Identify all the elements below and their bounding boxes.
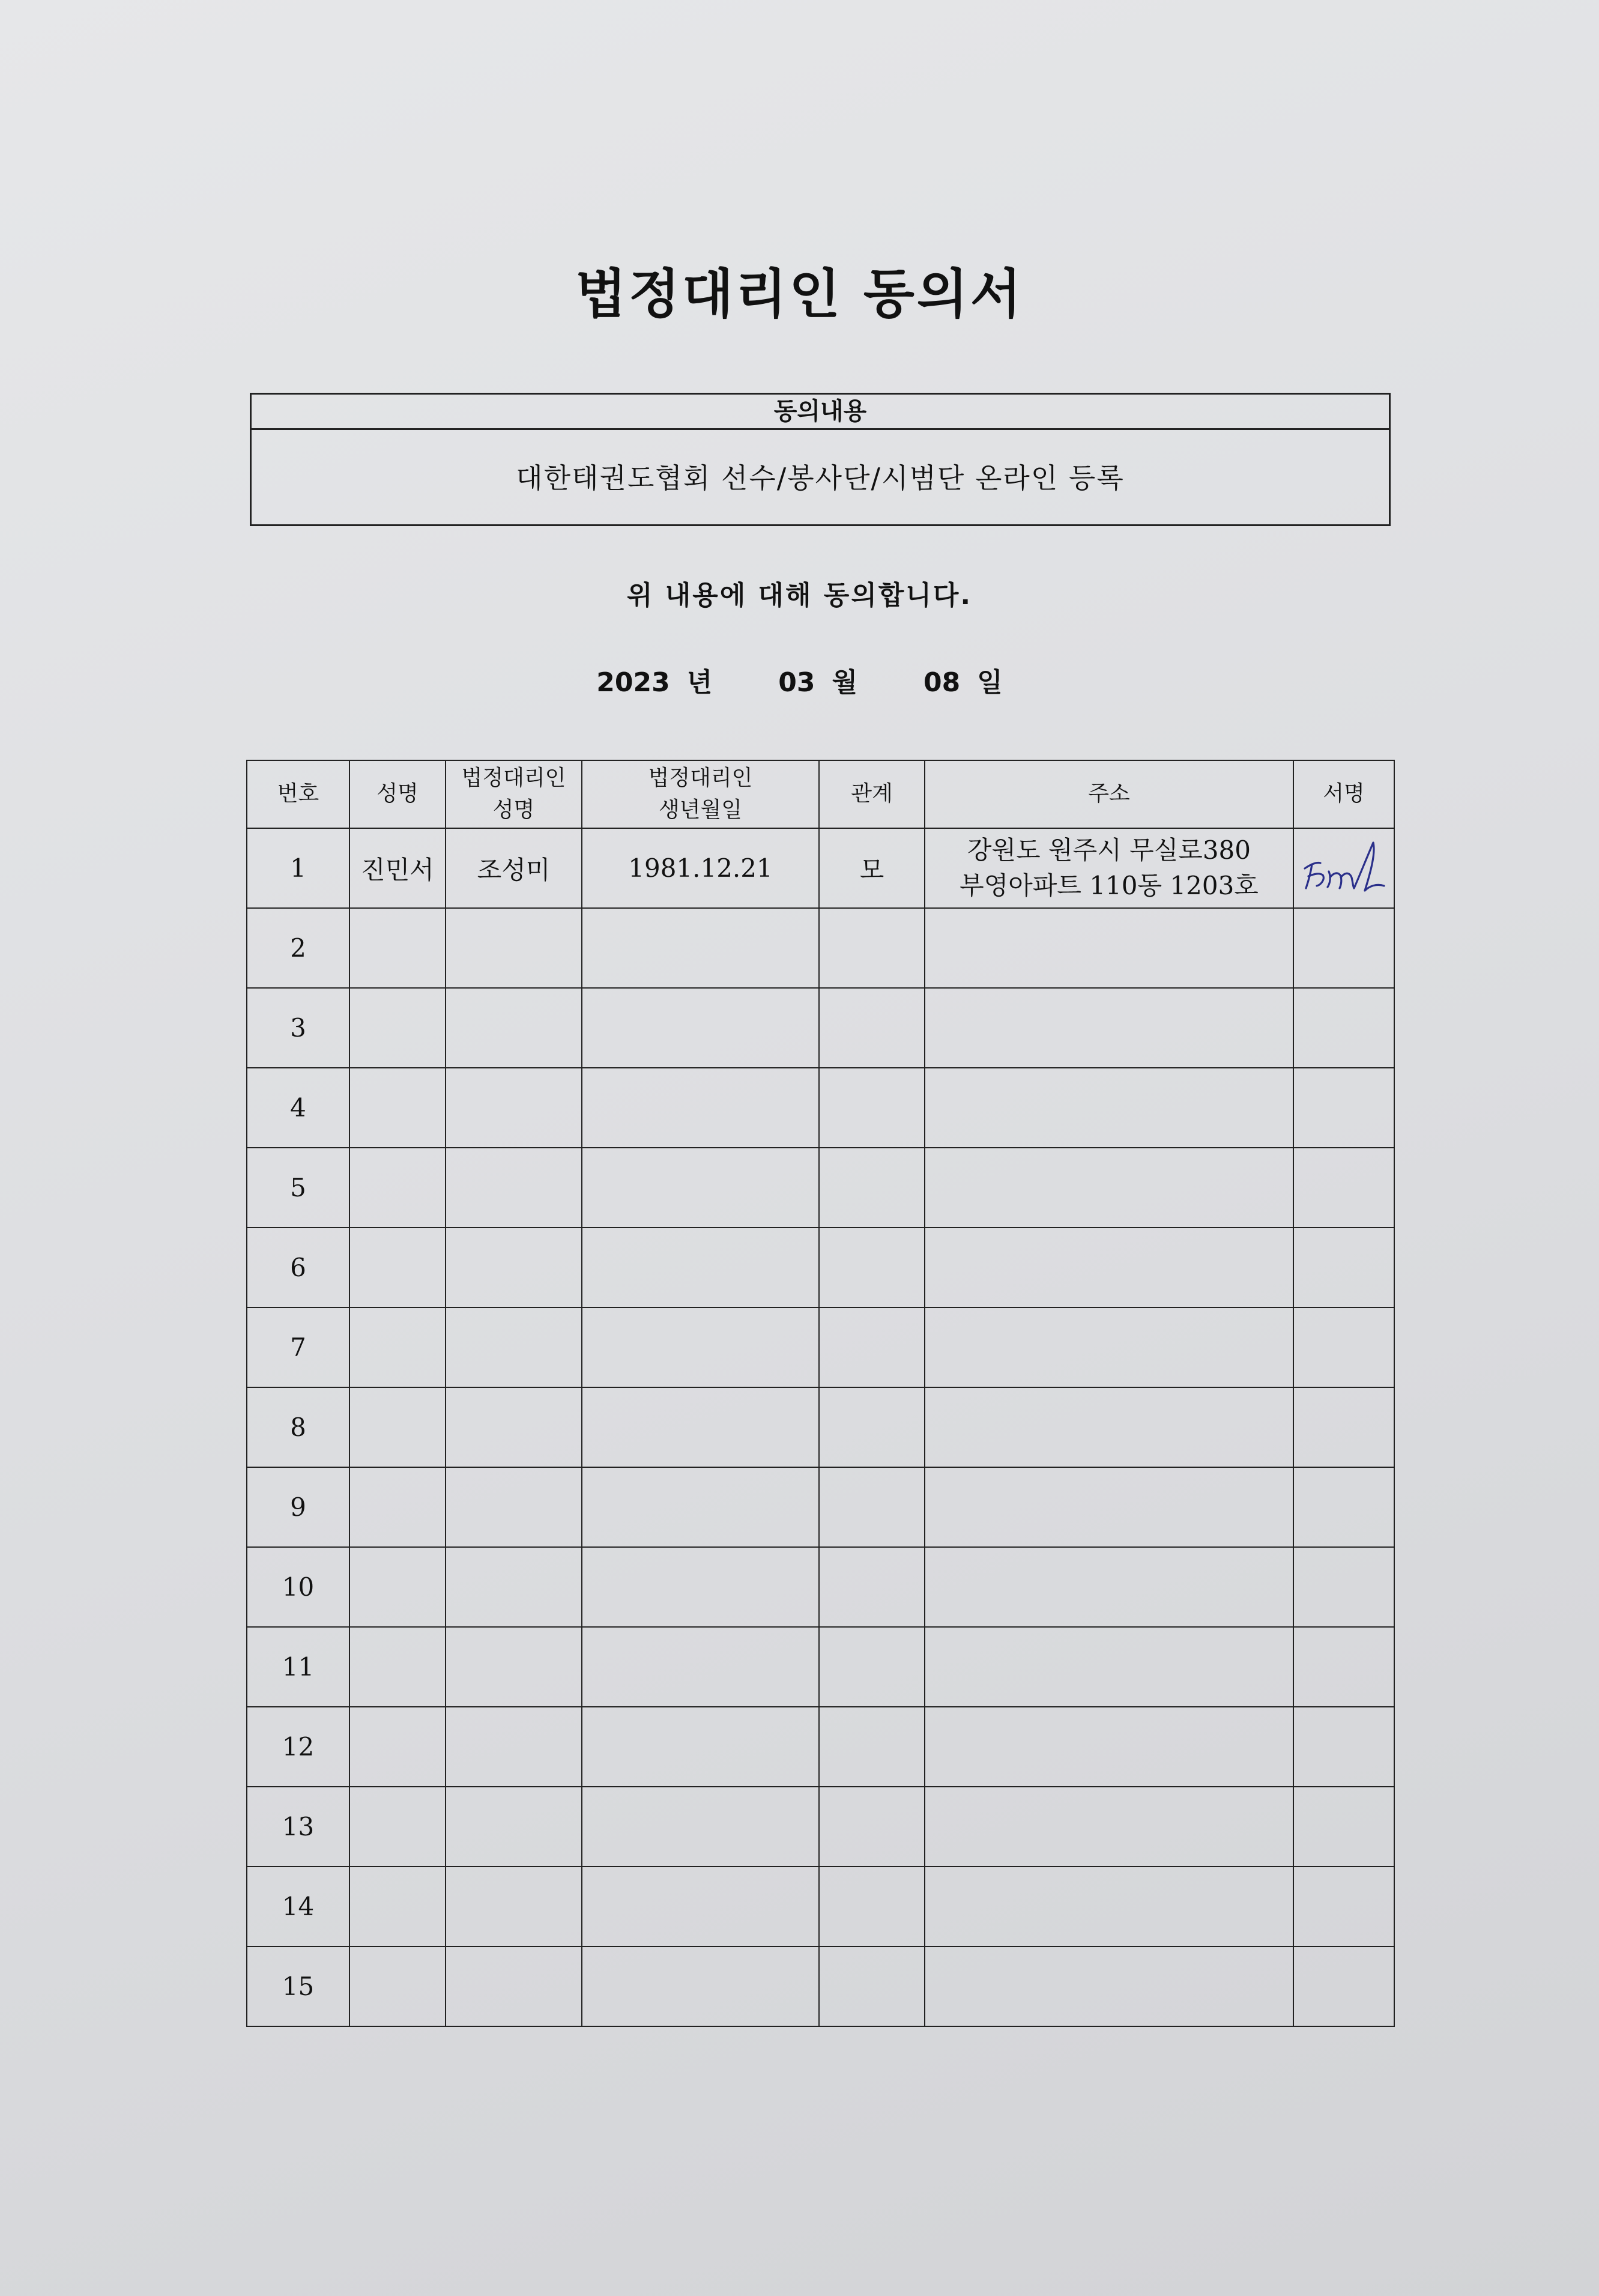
empty-cell — [1293, 1946, 1394, 2026]
empty-cell — [819, 908, 925, 988]
empty-cell — [446, 1707, 582, 1787]
empty-cell — [1293, 1068, 1394, 1148]
empty-cell — [1293, 1307, 1394, 1387]
empty-cell — [819, 1707, 925, 1787]
empty-cell — [349, 1867, 446, 1946]
empty-cell — [819, 1946, 925, 2026]
row-no: 4 — [247, 1068, 349, 1148]
row-no: 3 — [247, 988, 349, 1068]
date-year-unit: 년 — [686, 667, 713, 698]
row-no: 5 — [247, 1148, 349, 1228]
header-guardian-birth-line2: 생년월일 — [658, 797, 743, 822]
empty-cell — [446, 1307, 582, 1387]
empty-cell — [582, 908, 819, 988]
header-guardian-birth-line1: 법정대리인 — [648, 766, 753, 791]
empty-cell — [582, 1467, 819, 1547]
header-address: 주소 — [925, 760, 1293, 828]
empty-cell — [1293, 1148, 1394, 1228]
empty-cell — [819, 1627, 925, 1707]
empty-cell — [582, 1148, 819, 1228]
empty-cell — [1293, 1707, 1394, 1787]
row-no: 8 — [247, 1387, 349, 1467]
empty-cell — [446, 1228, 582, 1307]
empty-cell — [925, 1228, 1293, 1307]
empty-cell — [446, 1148, 582, 1228]
empty-cell — [446, 1787, 582, 1867]
empty-cell — [925, 1946, 1293, 2026]
row-no: 13 — [247, 1787, 349, 1867]
empty-cell — [349, 1228, 446, 1307]
row-address-line1: 강원도 원주시 무실로380 — [967, 835, 1251, 865]
empty-cell — [446, 988, 582, 1068]
empty-cell — [1293, 908, 1394, 988]
empty-cell — [925, 1707, 1293, 1787]
empty-cell — [925, 1467, 1293, 1547]
empty-cell — [446, 1627, 582, 1707]
empty-cell — [446, 1387, 582, 1467]
table-row — [247, 1867, 1394, 1946]
empty-cell — [819, 1467, 925, 1547]
row-signature — [1293, 828, 1394, 908]
empty-cell — [925, 1787, 1293, 1867]
row-guardian-name: 조성미 — [446, 828, 582, 908]
empty-cell — [582, 1867, 819, 1946]
row-address-line2: 부영아파트 110동 1203호 — [960, 870, 1259, 900]
row-relation: 모 — [819, 828, 925, 908]
empty-cell — [819, 1148, 925, 1228]
empty-cell — [1293, 1867, 1394, 1946]
empty-cell — [1293, 988, 1394, 1068]
table-row — [247, 1148, 1394, 1228]
date-year: 2023 — [596, 667, 670, 698]
row-no: 15 — [247, 1946, 349, 2026]
empty-cell — [349, 1148, 446, 1228]
header-guardian-name-line2: 성명 — [492, 797, 535, 822]
empty-cell — [349, 1787, 446, 1867]
empty-cell — [446, 1068, 582, 1148]
table-row — [247, 1068, 1394, 1148]
empty-cell — [925, 1867, 1293, 1946]
empty-cell — [925, 1307, 1293, 1387]
header-signature: 서명 — [1293, 760, 1394, 828]
header-name: 성명 — [349, 760, 446, 828]
empty-cell — [819, 1307, 925, 1387]
header-guardian-name-line1: 법정대리인 — [461, 766, 566, 791]
date-day: 08 — [923, 667, 961, 698]
empty-cell — [925, 1627, 1293, 1707]
empty-cell — [349, 1467, 446, 1547]
date-line — [0, 661, 1599, 699]
empty-cell — [1293, 1467, 1394, 1547]
empty-cell — [819, 988, 925, 1068]
empty-cell — [582, 988, 819, 1068]
header-no: 번호 — [247, 760, 349, 828]
table-row — [247, 1787, 1394, 1867]
empty-cell — [925, 1068, 1293, 1148]
header-relation: 관계 — [819, 760, 925, 828]
row-no: 10 — [247, 1547, 349, 1627]
row-no: 6 — [247, 1228, 349, 1307]
empty-cell — [1293, 1627, 1394, 1707]
empty-cell — [349, 1946, 446, 2026]
empty-cell — [819, 1228, 925, 1307]
empty-cell — [446, 908, 582, 988]
empty-cell — [925, 988, 1293, 1068]
row-no: 11 — [247, 1627, 349, 1707]
empty-cell — [1293, 1787, 1394, 1867]
row-no: 14 — [247, 1867, 349, 1946]
empty-cell — [349, 908, 446, 988]
handwritten-signature — [1299, 835, 1389, 901]
empty-cell — [819, 1867, 925, 1946]
empty-cell — [349, 1387, 446, 1467]
empty-cell — [349, 1307, 446, 1387]
agreement-statement: 위 내용에 대해 동의합니다. — [626, 580, 973, 611]
consent-header: 동의내용 — [252, 395, 1389, 430]
empty-cell — [819, 1387, 925, 1467]
consent-body: 대한태권도협회 선수/봉사단/시범단 온라인 등록 — [516, 462, 1125, 494]
empty-cell — [349, 1068, 446, 1148]
document-title: 법정대리인 동의서 — [575, 263, 1024, 325]
row-no: 2 — [247, 908, 349, 988]
empty-cell — [925, 1547, 1293, 1627]
date-month-unit: 월 — [832, 667, 857, 698]
empty-cell — [582, 1068, 819, 1148]
consent-box — [250, 393, 1391, 526]
empty-cell — [925, 1148, 1293, 1228]
table-row — [247, 1228, 1394, 1307]
empty-cell — [349, 1707, 446, 1787]
empty-cell — [1293, 1387, 1394, 1467]
empty-cell — [819, 1547, 925, 1627]
empty-cell — [349, 988, 446, 1068]
row-name: 진민서 — [349, 828, 446, 908]
empty-cell — [349, 1627, 446, 1707]
table-row — [247, 1467, 1394, 1547]
empty-cell — [819, 1787, 925, 1867]
empty-cell — [446, 1867, 582, 1946]
empty-cell — [582, 1707, 819, 1787]
date-month: 03 — [778, 667, 815, 698]
empty-cell — [582, 1627, 819, 1707]
empty-cell — [819, 1068, 925, 1148]
table-row — [247, 828, 1394, 908]
empty-cell — [925, 908, 1293, 988]
table-header-row — [247, 760, 1394, 828]
empty-cell — [1293, 1228, 1394, 1307]
table-row — [247, 1387, 1394, 1467]
table-row — [247, 1547, 1394, 1627]
empty-cell — [582, 1946, 819, 2026]
row-no: 12 — [247, 1707, 349, 1787]
table-row — [247, 988, 1394, 1068]
table-row — [247, 1307, 1394, 1387]
empty-cell — [582, 1547, 819, 1627]
empty-cell — [582, 1787, 819, 1867]
empty-cell — [925, 1387, 1293, 1467]
empty-cell — [582, 1307, 819, 1387]
row-guardian-birth: 1981.12.21 — [582, 828, 819, 908]
empty-cell — [446, 1467, 582, 1547]
table-row — [247, 908, 1394, 988]
table-row — [247, 1946, 1394, 2026]
empty-cell — [1293, 1547, 1394, 1627]
empty-cell — [582, 1228, 819, 1307]
row-address — [925, 828, 1293, 908]
guardian-table — [246, 760, 1395, 2027]
empty-cell — [446, 1547, 582, 1627]
row-no: 9 — [247, 1467, 349, 1547]
empty-cell — [582, 1387, 819, 1467]
row-no: 7 — [247, 1307, 349, 1387]
row-no: 1 — [247, 828, 349, 908]
table-row — [247, 1707, 1394, 1787]
empty-cell — [446, 1946, 582, 2026]
date-day-unit: 일 — [977, 667, 1003, 698]
table-row — [247, 1627, 1394, 1707]
header-guardian-name — [446, 760, 582, 828]
empty-cell — [349, 1547, 446, 1627]
header-guardian-birth — [582, 760, 819, 828]
